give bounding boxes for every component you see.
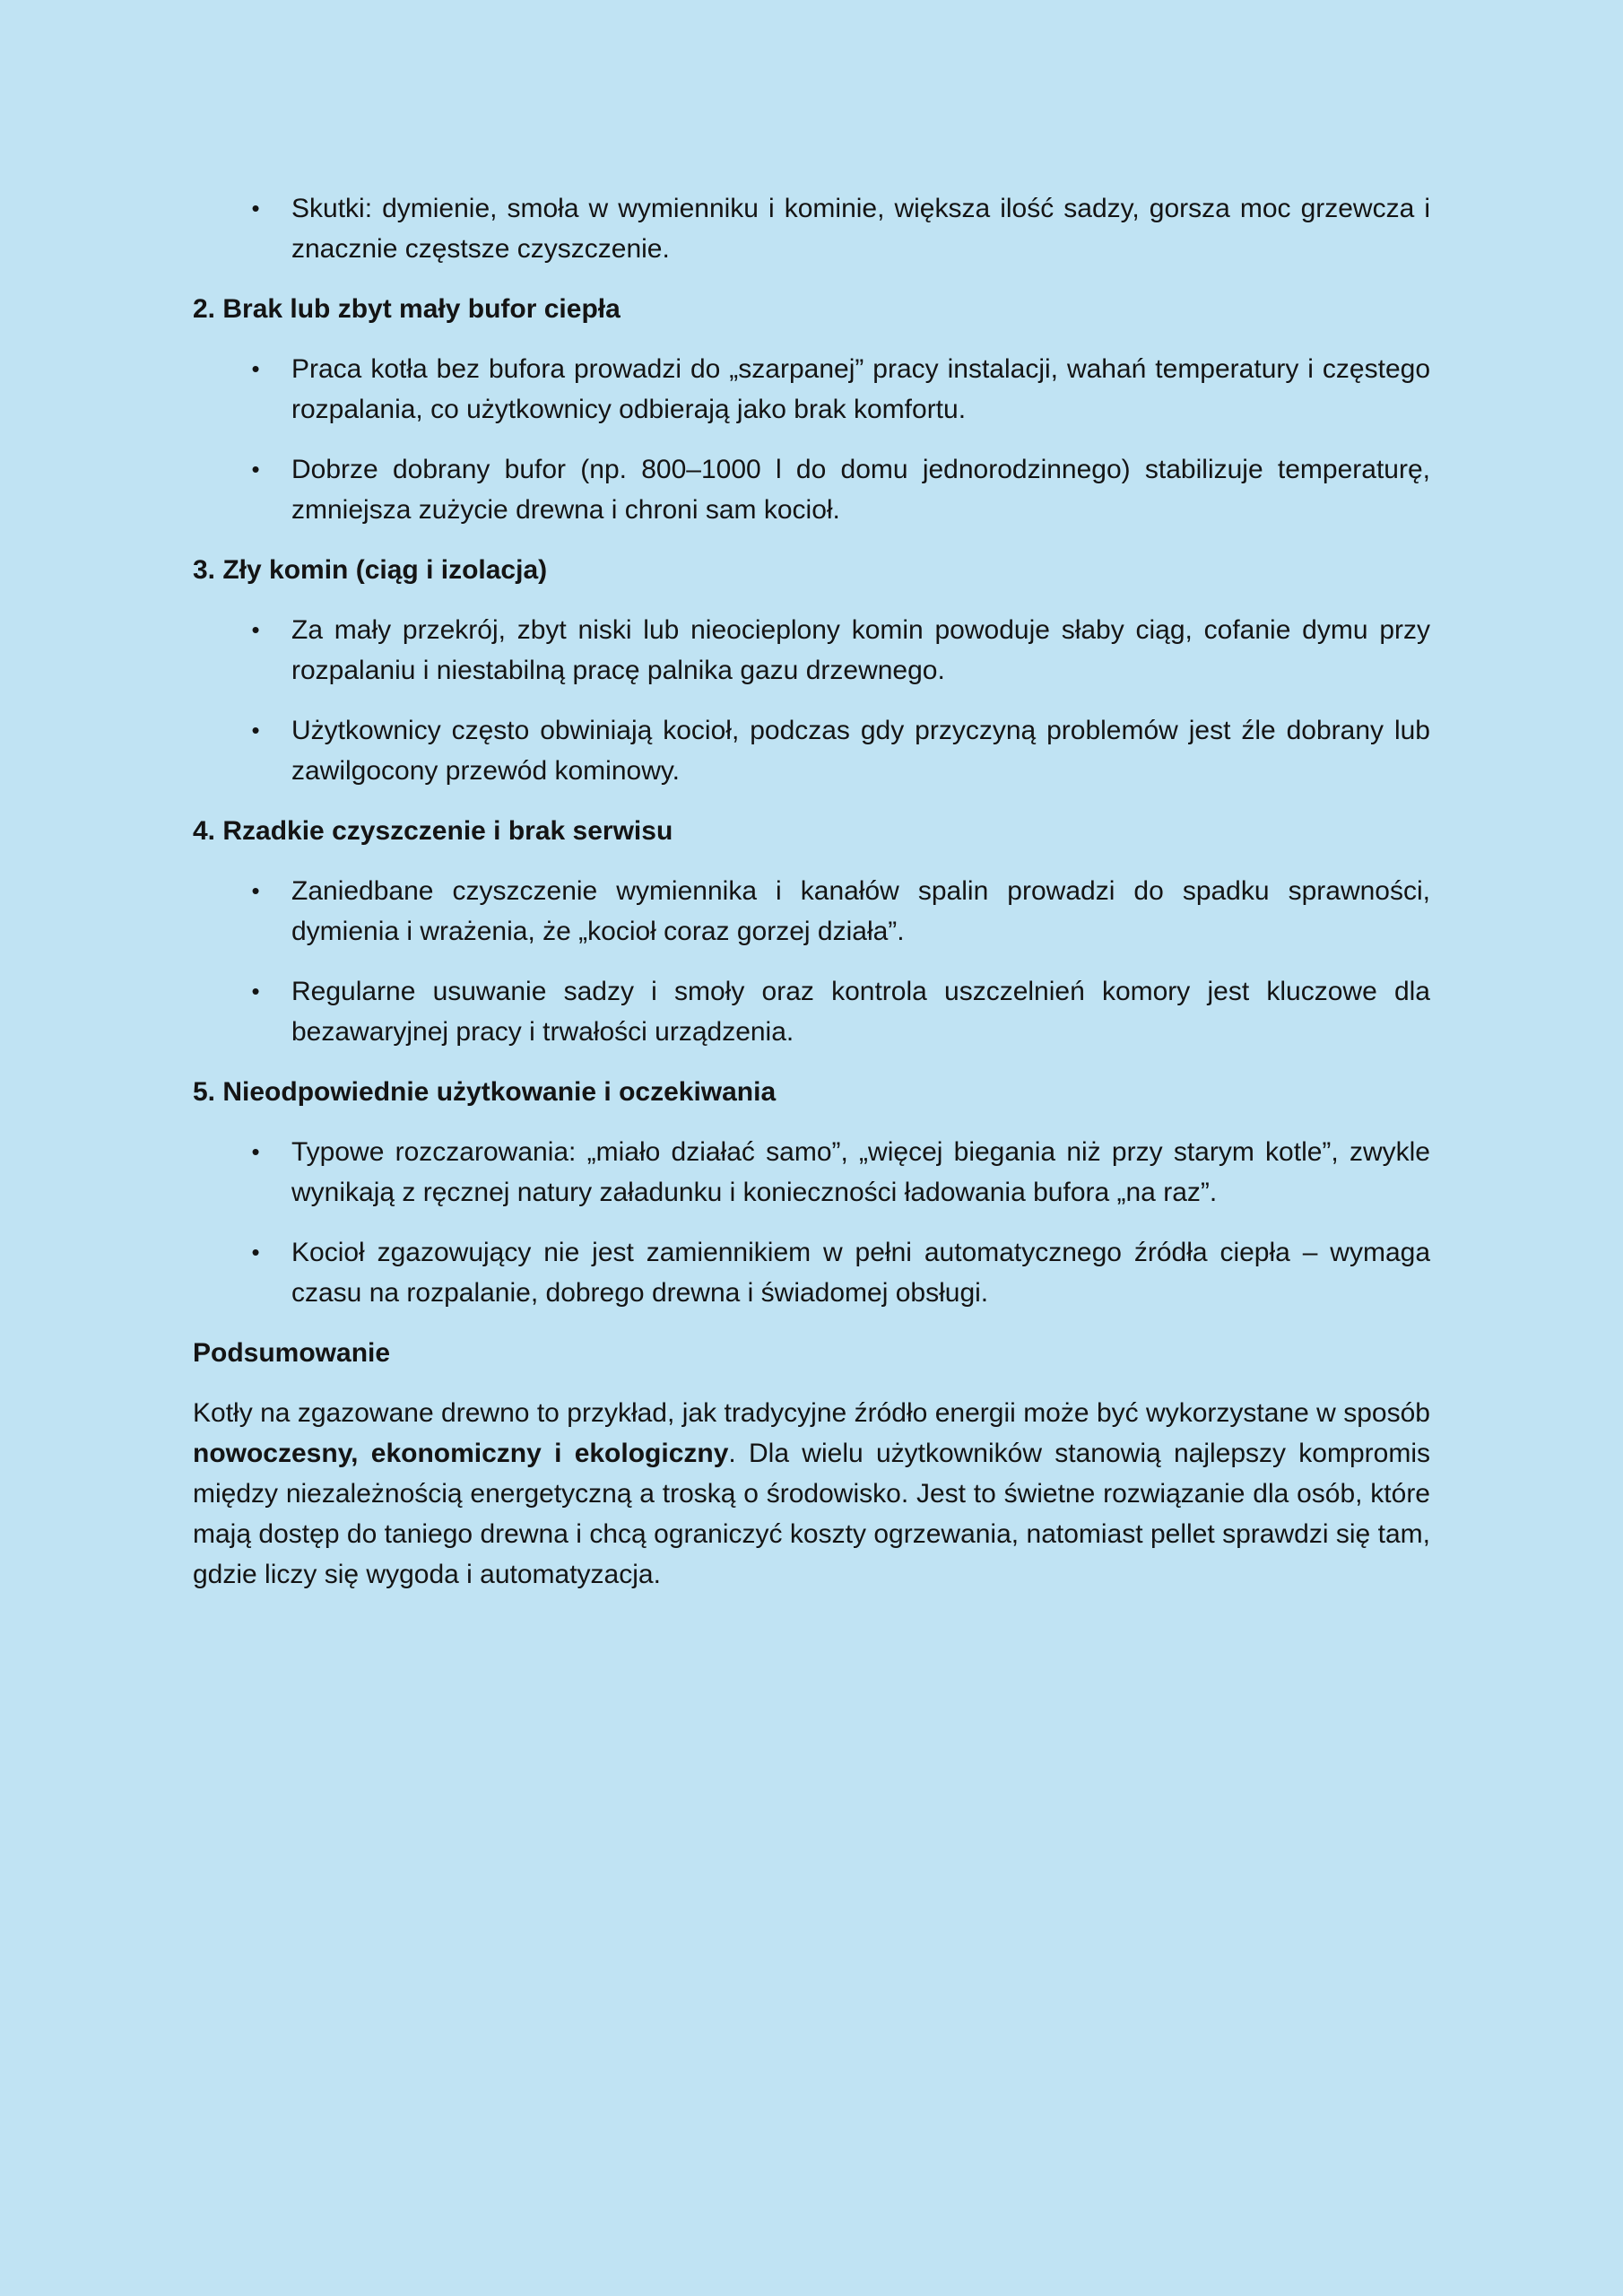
bullet-icon: • — [251, 978, 260, 1004]
bullet-text: Za mały przekrój, zbyt niski lub nieocieplony komin powoduje słaby ciąg, cofanie dymu przy rozpalaniu i niestabilną pracę palnika gazu drzewnego. — [291, 615, 1430, 685]
bullet-icon: • — [251, 1138, 260, 1165]
section-2-bullet-list — [193, 349, 1430, 530]
list-item — [193, 710, 1430, 791]
bullet-text: Zaniedbane czyszczenie wymiennika i kanałów spalin prowadzi do spadku sprawności, dymienia i wrażenia, że „kocioł coraz gorzej działa”. — [291, 876, 1430, 946]
summary-text-bold: nowoczesny, ekonomiczny i ekologiczny — [193, 1439, 729, 1468]
summary-paragraph — [193, 1393, 1430, 1595]
bullet-icon: • — [251, 616, 260, 643]
list-item — [193, 449, 1430, 530]
list-item — [193, 610, 1430, 691]
summary-text-start: Kotły na zgazowane drewno to przykład, jak tradycyjne źródło energii może być wykorzystane w sposób — [193, 1398, 1430, 1428]
bullet-icon: • — [251, 717, 260, 744]
bullet-text: Dobrze dobrany bufor (np. 800–1000 l do domu jednorodzinnego) stabilizuje temperaturę, zmniejsza zużycie drewna i chroni sam kocioł. — [291, 455, 1430, 525]
section-3-bullet-list — [193, 610, 1430, 791]
list-item — [193, 349, 1430, 430]
list-item — [193, 188, 1430, 269]
list-item — [193, 1232, 1430, 1313]
bullet-icon: • — [251, 195, 260, 222]
bullet-text: Typowe rozczarowania: „miało działać samo”, „więcej biegania niż przy starym kotle”, zwykle wynikają z ręcznej natury załadunku i konieczności ładowania bufora „na raz”. — [291, 1137, 1430, 1207]
section-5-bullet-list — [193, 1132, 1430, 1313]
list-item — [193, 1132, 1430, 1213]
section-heading-4: 4. Rzadkie czyszczenie i brak serwisu — [193, 816, 673, 846]
bullet-icon: • — [251, 877, 260, 904]
section-heading-5: 5. Nieodpowiednie użytkowanie i oczekiwania — [193, 1077, 777, 1107]
section-4-bullet-list — [193, 871, 1430, 1052]
summary-text-end: . Dla wielu użytkowników stanowią najlepszy kompromis między niezależnością energetyczną a troską o środowisko. Jest to świetne rozwiązanie dla osób, które mają dostęp do taniego drewna i chcą ograniczyć koszty ogrzewania, natomiast pellet sprawdzi się tam, gdzie liczy się wygoda i automatyzacja. — [193, 1439, 1430, 1589]
section-heading-3: 3. Zły komin (ciąg i izolacja) — [193, 555, 548, 585]
summary-heading: Podsumowanie — [193, 1338, 391, 1368]
bullet-icon: • — [251, 355, 260, 382]
intro-bullet-list — [193, 188, 1430, 269]
list-item — [193, 971, 1430, 1052]
document-body — [193, 188, 1430, 1614]
bullet-text: Użytkownicy często obwiniają kocioł, podczas gdy przyczyną problemów jest źle dobrany lub zawilgocony przewód kominowy. — [291, 716, 1430, 786]
bullet-text: Regularne usuwanie sadzy i smoły oraz kontrola uszczelnień komory jest kluczowe dla bezawaryjnej pracy i trwałości urządzenia. — [291, 977, 1430, 1047]
bullet-icon: • — [251, 456, 260, 483]
section-heading-2: 2. Brak lub zbyt mały bufor ciepła — [193, 294, 621, 324]
bullet-text: Kocioł zgazowujący nie jest zamiennikiem w pełni automatycznego źródła ciepła – wymaga czasu na rozpalanie, dobrego drewna i świadomej obsługi. — [291, 1238, 1430, 1308]
bullet-text: Praca kotła bez bufora prowadzi do „szarpanej” pracy instalacji, wahań temperatury i częstego rozpalania, co użytkownicy odbierają jako brak komfortu. — [291, 354, 1430, 424]
bullet-icon: • — [251, 1239, 260, 1265]
list-item — [193, 871, 1430, 952]
bullet-text: Skutki: dymienie, smoła w wymienniku i kominie, większa ilość sadzy, gorsza moc grzewcza i znacznie częstsze czyszczenie. — [291, 194, 1430, 264]
